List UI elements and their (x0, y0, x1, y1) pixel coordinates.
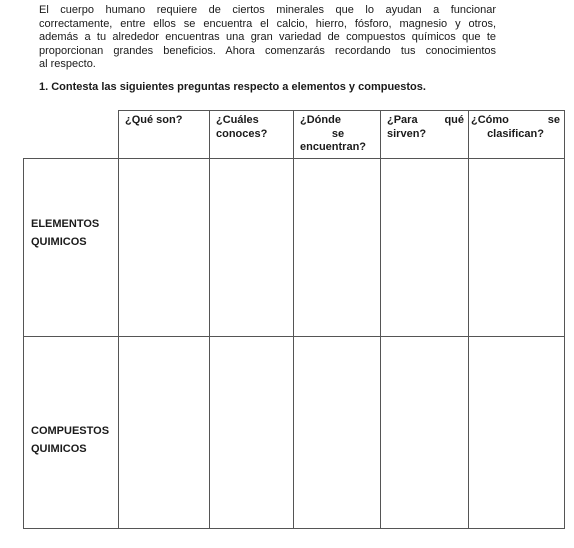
intro-line: además a tu alrededor encuentras una gran variedad de compuestos químicos que te (39, 31, 496, 44)
answer-cell[interactable] (294, 337, 381, 529)
header-donde-se-encuentran (294, 111, 381, 159)
answer-cell[interactable] (381, 159, 469, 337)
header-line: encuentran? (300, 141, 367, 153)
row-label-compuestos (24, 337, 119, 529)
row-label-line: QUIMICOS (31, 236, 87, 248)
header-row (24, 111, 565, 159)
worksheet-table (23, 110, 565, 529)
header-line: ¿Cómo se (471, 114, 560, 126)
answer-cell[interactable] (119, 159, 210, 337)
intro-line: al respecto. (39, 58, 96, 71)
row-label-line: COMPUESTOS (31, 425, 110, 437)
answer-cell[interactable] (469, 159, 565, 337)
intro-paragraph (39, 4, 496, 72)
table-row-compuestos (24, 337, 565, 529)
answer-cell[interactable] (119, 337, 210, 529)
answer-cell[interactable] (381, 337, 469, 529)
answer-cell[interactable] (294, 159, 381, 337)
header-line: se (331, 127, 345, 140)
intro-line: El cuerpo humano requiere de ciertos minerales que lo ayudan a funcionar (39, 4, 496, 16)
header-para-que-sirven (381, 111, 469, 159)
header-line: ¿Para qué (387, 114, 464, 126)
header-line: ¿Cuáles (216, 114, 259, 126)
intro-line: correctamente, entre ellos se encuentra el calcio, hierro, fósforo, magnesio y otros, (39, 17, 496, 30)
question-heading: 1. Contesta las siguientes preguntas respecto a elementos y compuestos. (39, 81, 426, 93)
answer-cell[interactable] (469, 337, 565, 529)
header-line: ¿Qué son? (125, 114, 183, 126)
intro-line: proporcionan grandes beneficios. Ahora comenzarás recordando tus conocimientos (39, 44, 496, 57)
header-line: ¿Dónde (300, 114, 341, 126)
header-line: clasifican? (487, 127, 544, 140)
corner-cell (24, 111, 119, 159)
table-row-elementos (24, 159, 565, 337)
answer-cell[interactable] (210, 337, 294, 529)
header-line: sirven? (387, 127, 427, 140)
header-que-son (119, 111, 210, 159)
header-como-se-clasifican (469, 111, 565, 159)
header-cuales-conoces (210, 111, 294, 159)
header-line: conoces? (216, 127, 268, 140)
row-label-line: QUIMICOS (31, 443, 87, 455)
row-label-line: ELEMENTOS (31, 218, 100, 230)
row-label-elementos (24, 159, 119, 337)
answer-cell[interactable] (210, 159, 294, 337)
